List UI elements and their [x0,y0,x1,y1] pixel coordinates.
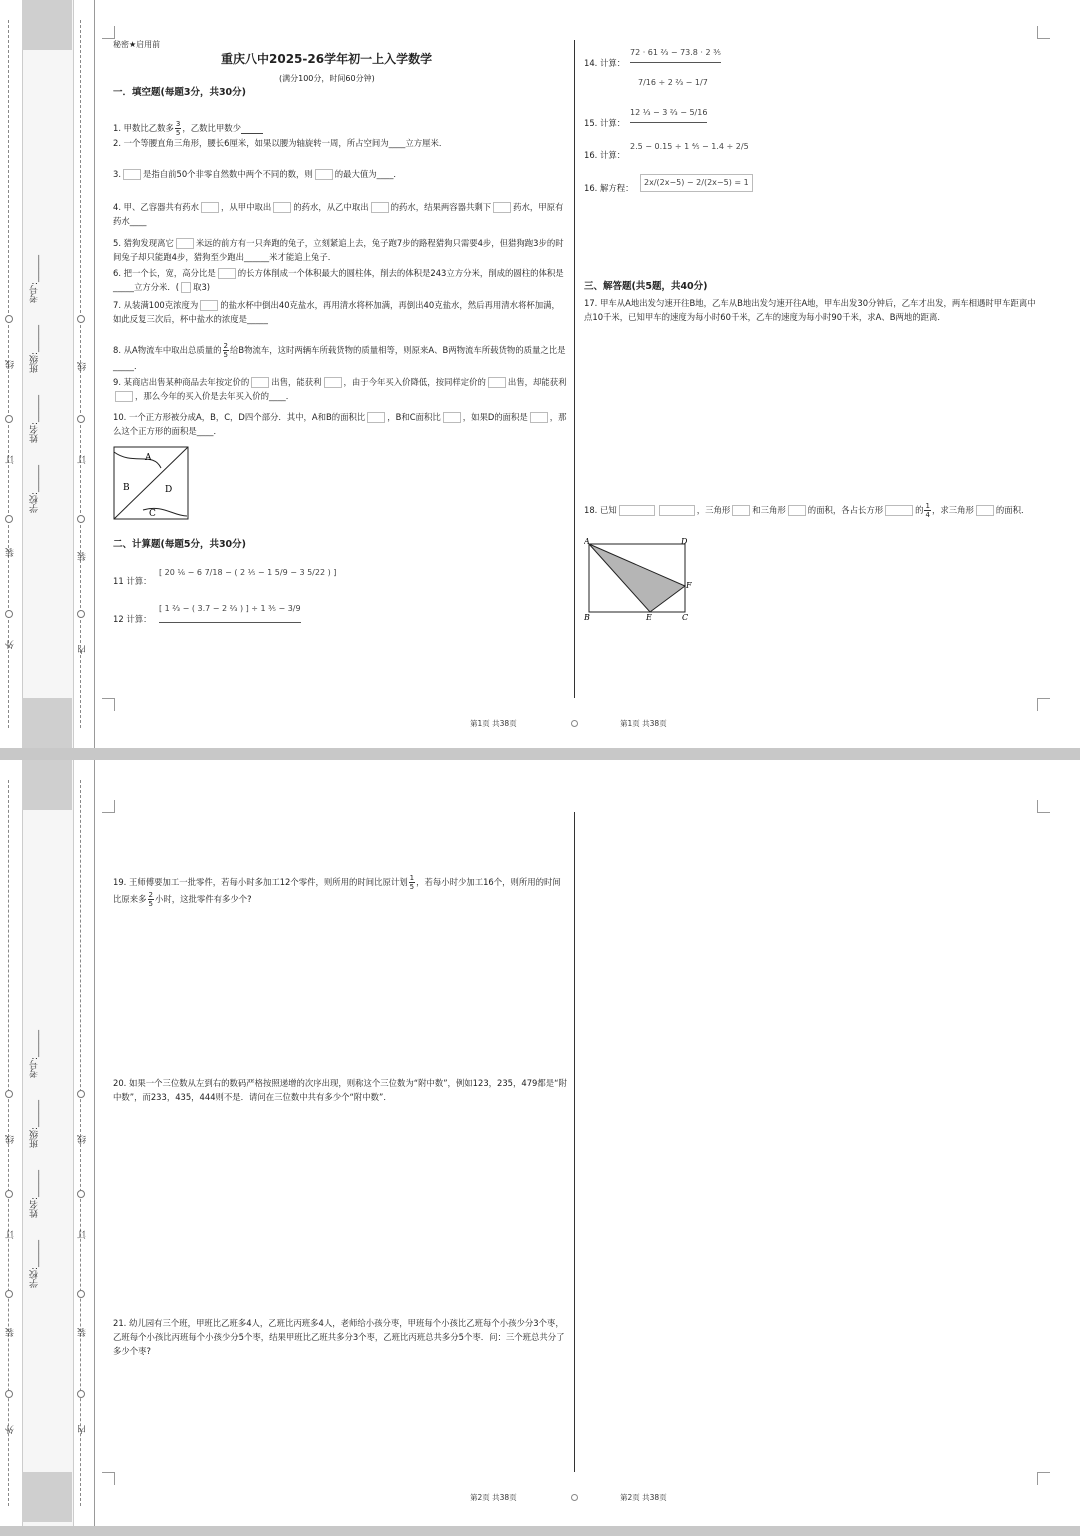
gutter-grey-bottom [22,698,72,748]
crop-mark [102,698,115,711]
fraction-denominator: 5 [148,900,153,908]
gutter-circle [5,515,13,523]
q14-denominator: 7/16 ÷ 2 ⅔ − 1/7 [638,78,708,87]
question-7 [113,298,568,326]
gutter-label-xian-2: 线 [78,1135,88,1144]
gutter-circle [5,315,13,323]
left-column [113,36,568,696]
vertex-label-c: C [682,613,689,622]
fraction-denominator: 5 [409,883,415,891]
formula-placeholder [488,377,506,388]
q14-numerator: 72 · 61 ⅔ − 73.8 · 2 ⅗ [630,46,721,63]
gutter-label-xian: 线 [6,360,16,369]
formula-placeholder [115,391,133,402]
exam-sheet-1 [0,0,1080,748]
page-footer-left: 第2页 共38页 [470,1493,517,1502]
section-2-heading: 二、计算题(每题5分，共30分) [113,539,247,550]
gutter-circle [77,1290,85,1298]
region-label-d: D [165,485,173,495]
gutter-circle [5,1390,13,1398]
gutter-grey-top [22,0,72,50]
gutter-label-xian: 线 [6,1135,16,1144]
q8-text: 8. 从A物流车中取出总质量的 [113,345,222,355]
page-footer-right: 第2页 共38页 [620,1493,667,1502]
formula-placeholder [659,505,695,516]
q11-expression: [ 20 ⅙ − 6 7/18 − ( 2 ⅕ − 1 5/9 − 3 5/22 ) ] [159,568,337,577]
region-label-c: C [149,509,156,519]
footer-dot [571,720,578,727]
q6-text-2: 的长方体削成一个体积最大的圆柱体，削去的体积是243立方分米，削成的圆柱的体积是_____立方分米．( [113,268,564,292]
fraction [924,502,930,519]
fraction-denominator: 4 [925,511,930,519]
crop-mark [102,800,115,813]
q4-text-3: 的药水，从乙中取出 [293,202,369,212]
formula-placeholder [251,377,269,388]
formula-placeholder [732,505,750,516]
q9-text: 9. 某商店出售某种商品去年按定价的 [113,377,250,387]
gutter-label-ding-2: 订 [78,455,88,464]
formula-placeholder [324,377,342,388]
q5-text-2: 米远的前方有一只奔跑的兔子，立刻紧追上去，兔子跑7步的路程猎狗只需要4步，但猎狗跑3步的时间兔子却只能跑4步，猎狗至少跑出______米才能追上兔子． [113,238,564,262]
gutter-label-zhuang-2: 装 [78,1328,88,1337]
formula-placeholder [367,412,385,423]
gutter-circle [77,515,85,523]
q4-text-5: 药水，甲原有药水____ [113,202,564,226]
formula-placeholder [885,505,913,516]
exam-title: 重庆八中2025-26学年初一上入学数学 [221,52,433,66]
school-field: 学校:______ [30,465,40,514]
formula-placeholder [493,202,511,213]
q10-text: 10. 一个正方形被分成A，B，C，D四个部分．其中，A和B的面积比 [113,412,366,422]
gutter-label-inner: 内 [78,1425,88,1434]
q18-text-2: ，三角形 [696,505,731,515]
q18-text-5: 的 [915,505,924,515]
gutter-edge [94,760,95,1526]
formula-placeholder [530,412,548,423]
q7-text-2: 的盐水杯中倒出40克盐水，再用清水将杯加满，再倒出40克盐水，然后再用清水将杯加满，如此反复三次后，杯中盐水的浓度是_____ [113,300,560,324]
q6-text: 6. 把一个长，宽，高分比是 [113,268,216,278]
gutter-circle [5,610,13,618]
question-19 [113,874,567,908]
name-field: 姓名:______ [30,395,40,444]
q18-text-6: ，求三角形 [931,505,974,515]
square-partition-figure [113,446,193,522]
question-8 [113,342,568,373]
formula-placeholder [315,169,333,180]
q3-text-3: 的最大值为____． [334,169,402,179]
question-16: 16. 计算： [584,150,626,160]
page-footer-right: 第1页 共38页 [620,719,667,728]
q10-text-4: ，那么这个正方形的面积是____． [113,412,567,436]
crop-mark [1037,698,1050,711]
question-16-equation: 16. 解方程： [584,183,634,193]
formula-placeholder [443,412,461,423]
class-field: 班级:______ [30,325,40,374]
q1-text-2: ，乙数比甲数少 [182,123,241,133]
section-3-heading: 三、解答题(共5题，共40分) [584,281,708,292]
gutter-grey-top [22,760,72,810]
class-field: 班级:______ [30,1100,40,1149]
shaded-triangle-aef [589,544,685,612]
question-21: 21. 幼儿园有三个班，甲班比乙班多4人，乙班比丙班多4人，老师给小孩分枣，甲班每个小孩比乙班每个小孩少分3个枣，乙班每个小孩比丙班每个小孩少分5个枣，结果甲班比乙班共多分3个枣，乙班比丙班总共多分5个枣．问：三个班总共分了多少个枣? [113,1318,565,1356]
fraction [409,874,415,891]
right-column [584,36,1040,696]
gutter-label-ding: 订 [6,455,16,464]
gutter-circle [77,1390,85,1398]
q9-text-4: 出售，却能获利 [507,377,567,387]
page-footer-left: 第1页 共38页 [470,719,517,728]
question-3 [113,167,568,181]
formula-placeholder [619,505,655,516]
question-1 [113,120,568,137]
fraction-numerator: 3 [175,120,181,128]
question-15: 15. 计算： [584,118,626,128]
fraction-numerator: 1 [409,874,415,882]
q10-text-2: ，B和C面积比 [387,412,441,422]
question-9 [113,375,568,403]
exam-subtitle: (满分100分，时间60分钟) [279,74,375,83]
q15-expression: 12 ⅓ − 3 ⅔ − 5/16 [630,106,707,123]
gutter-circle [77,1090,85,1098]
footer-dot [571,1494,578,1501]
question-20: 20. 如果一个三位数从左到右的数码严格按照递增的次序出现，则称这个三位数为“附中数”，例如123，235，479都是“附中数”，而233，435，444则不是．请问在三位数中共有多少个“附中数”． [113,1078,567,1102]
fraction [223,342,229,359]
formula-placeholder [218,268,236,279]
column-divider [574,40,575,698]
q18-text: 18. 已知 [584,505,617,515]
q4-text-2: ，从甲中取出 [221,202,272,212]
gutter-circle [77,315,85,323]
region-label-b: B [123,483,130,493]
gutter-circle [5,1290,13,1298]
gutter-label-zhuang: 装 [6,548,16,557]
q18-text-4: 的面积，各占长方形 [807,505,884,515]
q16-expression: 2.5 − 0.15 ÷ 1 ⅘ − 1.4 ÷ 2/5 [630,142,749,151]
gutter-circle [5,415,13,423]
question-11 [113,574,151,588]
gutter-strip [22,0,74,748]
gutter-label-inner: 内 [78,645,88,654]
gutter-label-zhuang: 装 [6,1328,16,1337]
q10-text-3: ，如果D的面积是 [462,412,528,422]
q3-text-2: 是指自前50个非零自然数中两个不同的数，则 [143,169,313,179]
vertex-label-a: A [584,537,590,546]
q12-label: 12 计算： [113,614,152,624]
gutter-circle [5,1190,13,1198]
gutter-circle [77,1190,85,1198]
question-18 [584,502,1038,519]
q19-text-2: ，若每小时少加工16个，则所用的时间比原来多 [113,877,561,904]
column-divider [574,812,575,1472]
formula-placeholder [176,238,194,249]
secret-mark: 秘密★启用前 [113,40,161,49]
fraction-numerator: 1 [925,502,930,510]
question-14: 14. 计算： [584,58,626,68]
formula-placeholder [201,202,219,213]
gutter-label-ding-2: 订 [78,1230,88,1239]
q4-text-4: 的药水，结果两容器共剩下 [390,202,492,212]
vertex-label-e: E [646,613,652,622]
exam-sheet-2 [0,760,1080,1526]
region-label-a: A [145,453,152,463]
exam-id-field: 考号:______ [30,255,40,304]
fraction-numerator: 2 [148,891,153,899]
fraction-denominator: 5 [175,129,181,137]
fraction [148,891,154,908]
q9-text-5: ，那么今年的买入价是去年买入价的____． [135,391,295,401]
q1-text: 1. 甲数比乙数多 [113,123,174,133]
q11-label: 11 计算： [113,576,152,586]
question-17: 17. 甲车从A地出发匀速开往B地，乙车从B地出发匀速开往A地，甲车出发30分钟后，乙车才出发，两车相遇时甲车距离中点10千米，已知甲车的速度为每小时60千米，乙车的速度为每小时90千米，求A、B两地的距离． [584,298,1036,322]
question-4 [113,200,568,228]
q8-text-2: 给B物流车，这时两辆车所载货物的质量相等，则原来A、B两物流车所载货物的质量之比是_____． [113,345,566,371]
gutter-label-zhuang-2: 装 [78,552,88,561]
gutter-circle [77,415,85,423]
formula-placeholder [788,505,806,516]
q18-text-7: 的面积． [995,505,1030,515]
gutter-grey-bottom [22,1472,72,1522]
gutter-label-outer: 外 [6,1425,16,1434]
gutter-edge [94,0,95,748]
cut-line-outer [8,20,9,728]
curve-line [114,452,161,468]
left-column [113,860,568,1460]
question-10 [113,410,568,438]
fraction-denominator: 5 [223,351,228,359]
gutter-circle [77,610,85,618]
q9-text-3: ，由于今年买入价降低，按同样定价的 [343,377,486,387]
question-5 [113,236,568,264]
vertex-label-b: B [584,613,590,622]
vertex-label-f: F [686,581,692,590]
formula-placeholder [200,300,218,311]
q6-text-3: 取3) [193,282,211,292]
binding-gutter [0,0,96,748]
q18-text-3: 和三角形 [752,505,786,515]
q9-text-2: 出售，能获利 [271,377,322,387]
gutter-circle [5,1090,13,1098]
q5-text: 5. 猎狗发现离它 [113,238,174,248]
crop-mark [102,1472,115,1485]
name-field: 姓名:______ [30,1170,40,1219]
school-field: 学校:______ [30,1240,40,1289]
formula-placeholder [976,505,994,516]
crop-mark [1037,800,1050,813]
q16-equation: 2x/(2x−5) − 2/(2x−5) = 1 [640,174,753,192]
q7-text: 7. 从装满100克浓度为 [113,300,199,310]
cut-line-inner [80,20,81,728]
q3-text: 3. [113,169,121,179]
formula-placeholder [181,282,191,293]
gutter-label-outer: 外 [6,640,16,649]
q19-text-3: 小时，这批零件有多少个? [154,894,252,904]
binding-gutter [0,760,96,1526]
vertex-label-d: D [681,537,688,546]
answer-blank[interactable] [241,124,263,134]
q4-text: 4. 甲、乙容器共有药水 [113,202,200,212]
exam-id-field: 考号:______ [30,1030,40,1079]
q12-expression: [ 1 ⅔ − ( 3.7 − 2 ⅔ ) ] ÷ 1 ⅗ − 3/9 [159,602,301,623]
formula-placeholder [371,202,389,213]
rectangle-triangle-figure [584,536,694,622]
gutter-label-ding: 订 [6,1230,16,1239]
question-12 [113,612,151,626]
q19-text: 19. 王师傅要加工一批零件，若每小时多加工12个零件，则所用的时间比原计划 [113,877,408,887]
fraction-numerator: 2 [223,342,228,350]
fraction [175,120,181,137]
formula-placeholder [273,202,291,213]
gutter-label-xian-2: 线 [78,362,88,371]
formula-placeholder [123,169,141,180]
question-2: 2. 一个等腰直角三角形，腰长6厘米，如果以腰为轴旋转一周，所占空间为____立方厘米． [113,138,448,148]
crop-mark [1037,1472,1050,1485]
section-1-heading: 一．填空题(每题3分，共30分) [113,87,247,98]
question-6 [113,266,568,294]
